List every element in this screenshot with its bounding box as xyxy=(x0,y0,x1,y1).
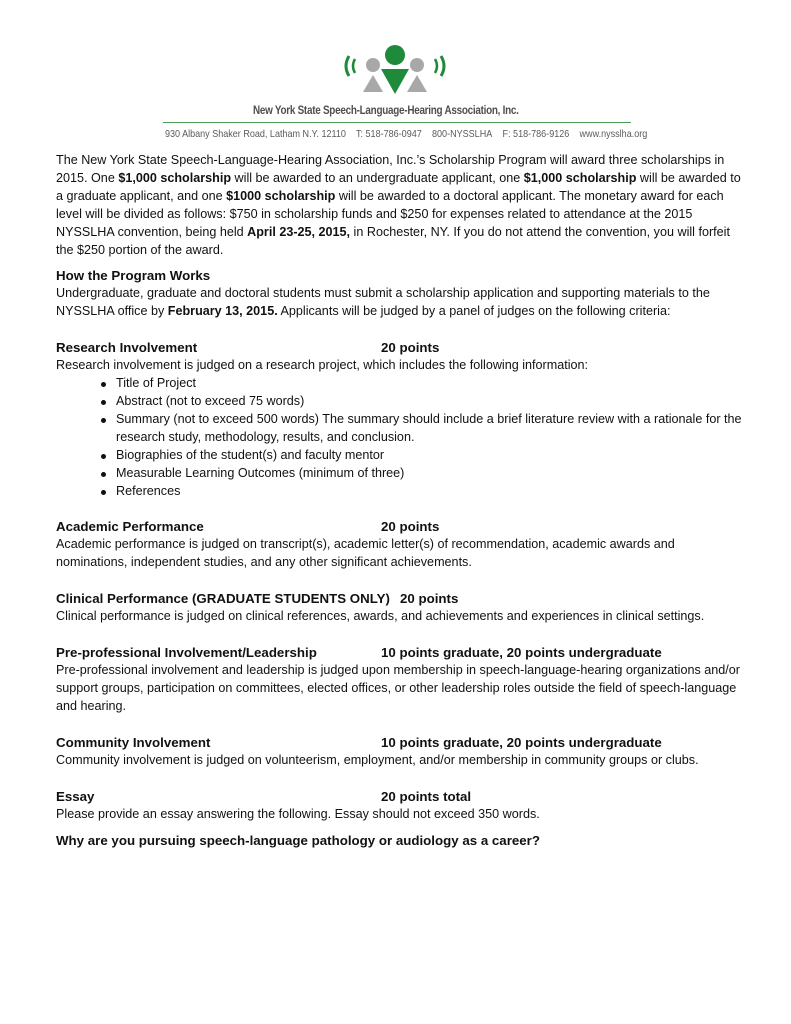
website-link[interactable]: www.nysslha.org xyxy=(579,128,648,140)
section-title: Community Involvement xyxy=(56,734,211,750)
list-item: Abstract (not to exceed 75 words) xyxy=(116,393,746,411)
contact-line xyxy=(165,128,655,140)
intro-bold: $1,000 scholarship xyxy=(118,170,232,185)
section-title: Research Involvement xyxy=(56,340,198,356)
essay-heading xyxy=(56,788,746,806)
how-text: Applicants will be judged by a panel of judges on the following criteria: xyxy=(277,304,671,319)
section-points: 10 points graduate, 20 points undergraduate xyxy=(381,645,662,661)
community-heading xyxy=(56,734,746,752)
intro-text: will be awarded to a graduate applicant, and one xyxy=(56,170,741,203)
academic-heading xyxy=(56,518,746,536)
how-paragraph xyxy=(56,285,746,321)
essay-question: Why are you pursuing speech-language pathology or audiology as a career? xyxy=(56,832,540,848)
section-points: 20 points xyxy=(381,340,440,356)
section-points: 10 points graduate, 20 points undergraduate xyxy=(381,734,662,750)
intro-bold: April 23-25, 2015, xyxy=(247,224,351,239)
how-text: Undergraduate, graduate and doctoral students must submit a scholarship application and supporting materials to the NYSSLHA office by xyxy=(56,286,710,319)
intro-bold: $1,000 scholarship xyxy=(523,170,637,185)
intro-text: will be awarded to a doctoral applicant. The monetary award for each level will be divided as follows: $750 in scholarship funds and $250 for expenses related to attendance at the 2015 NYSSLHA convention, being held xyxy=(56,188,724,239)
phone: T: 518-786-0947 xyxy=(355,128,422,140)
section-points: 20 points xyxy=(399,591,459,607)
intro-paragraph xyxy=(56,152,746,259)
nysslha-logo-icon xyxy=(335,44,455,102)
research-desc: Research involvement is judged on a research project, which includes the following information: xyxy=(56,358,589,373)
section-title: Clinical Performance (GRADUATE STUDENTS ONLY) xyxy=(56,591,390,607)
community-desc: Community involvement is judged on volunteerism, employment, and/or membership in community groups or clubs. xyxy=(56,752,699,767)
section-title: Academic Performance xyxy=(56,519,204,535)
section-title: Pre-professional Involvement/Leadership xyxy=(56,645,317,661)
how-heading: How the Program Works xyxy=(56,268,211,284)
research-list xyxy=(56,375,746,500)
section-points: 20 points total xyxy=(381,788,472,804)
intro-text: in Rochester, NY. If you do not attend the convention, you will forfeit the $250 portion of the award. xyxy=(56,224,730,257)
research-heading xyxy=(56,339,746,357)
clinical-heading xyxy=(56,590,746,608)
list-item: References xyxy=(116,483,746,501)
intro-text: will be awarded to an undergraduate applicant, one xyxy=(231,170,524,185)
tollfree: 800-NYSSLHA xyxy=(432,128,493,140)
section-points: 20 points xyxy=(381,519,440,535)
fax: F: 518-786-9126 xyxy=(502,128,570,140)
org-name: New York State Speech-Language-Hearing Association, Inc. xyxy=(253,105,519,117)
list-item: Measurable Learning Outcomes (minimum of three) xyxy=(116,465,746,483)
list-item: Title of Project xyxy=(116,375,746,393)
section-title: Essay xyxy=(56,788,95,804)
list-item: Biographies of the student(s) and faculty mentor xyxy=(116,447,746,465)
intro-text: The New York State Speech-Language-Hearing Association, Inc.’s Scholarship Program will award three scholarships in 2015. One xyxy=(56,153,725,185)
academic-desc: Academic performance is judged on transcript(s), academic letter(s) of recommendation, academic awards and nominations, independent studies, and any other significant achievements. xyxy=(56,537,675,570)
how-bold: February 13, 2015. xyxy=(167,304,278,319)
letterhead xyxy=(0,0,791,150)
letterhead-rule xyxy=(163,122,631,123)
document-body xyxy=(56,152,746,850)
essay-desc: Please provide an essay answering the following. Essay should not exceed 350 words. xyxy=(56,806,540,821)
address: 930 Albany Shaker Road, Latham N.Y. 12110 xyxy=(165,128,346,140)
list-item: Summary (not to exceed 500 words) The summary should include a brief literature review with a rationale for the research study, methodology, results, and conclusion. xyxy=(116,411,746,447)
preprof-heading xyxy=(56,644,746,662)
clinical-desc: Clinical performance is judged on clinical references, awards, and achievements and experiences in clinical settings. xyxy=(56,609,705,624)
intro-bold: $1000 scholarship xyxy=(226,188,336,203)
preprof-desc: Pre-professional involvement and leadership is judged upon membership in speech-language-hearing organizations and/or support groups, participation on committees, elected offices, or other leadership roles outside the field of speech-language and hearing. xyxy=(56,663,740,713)
